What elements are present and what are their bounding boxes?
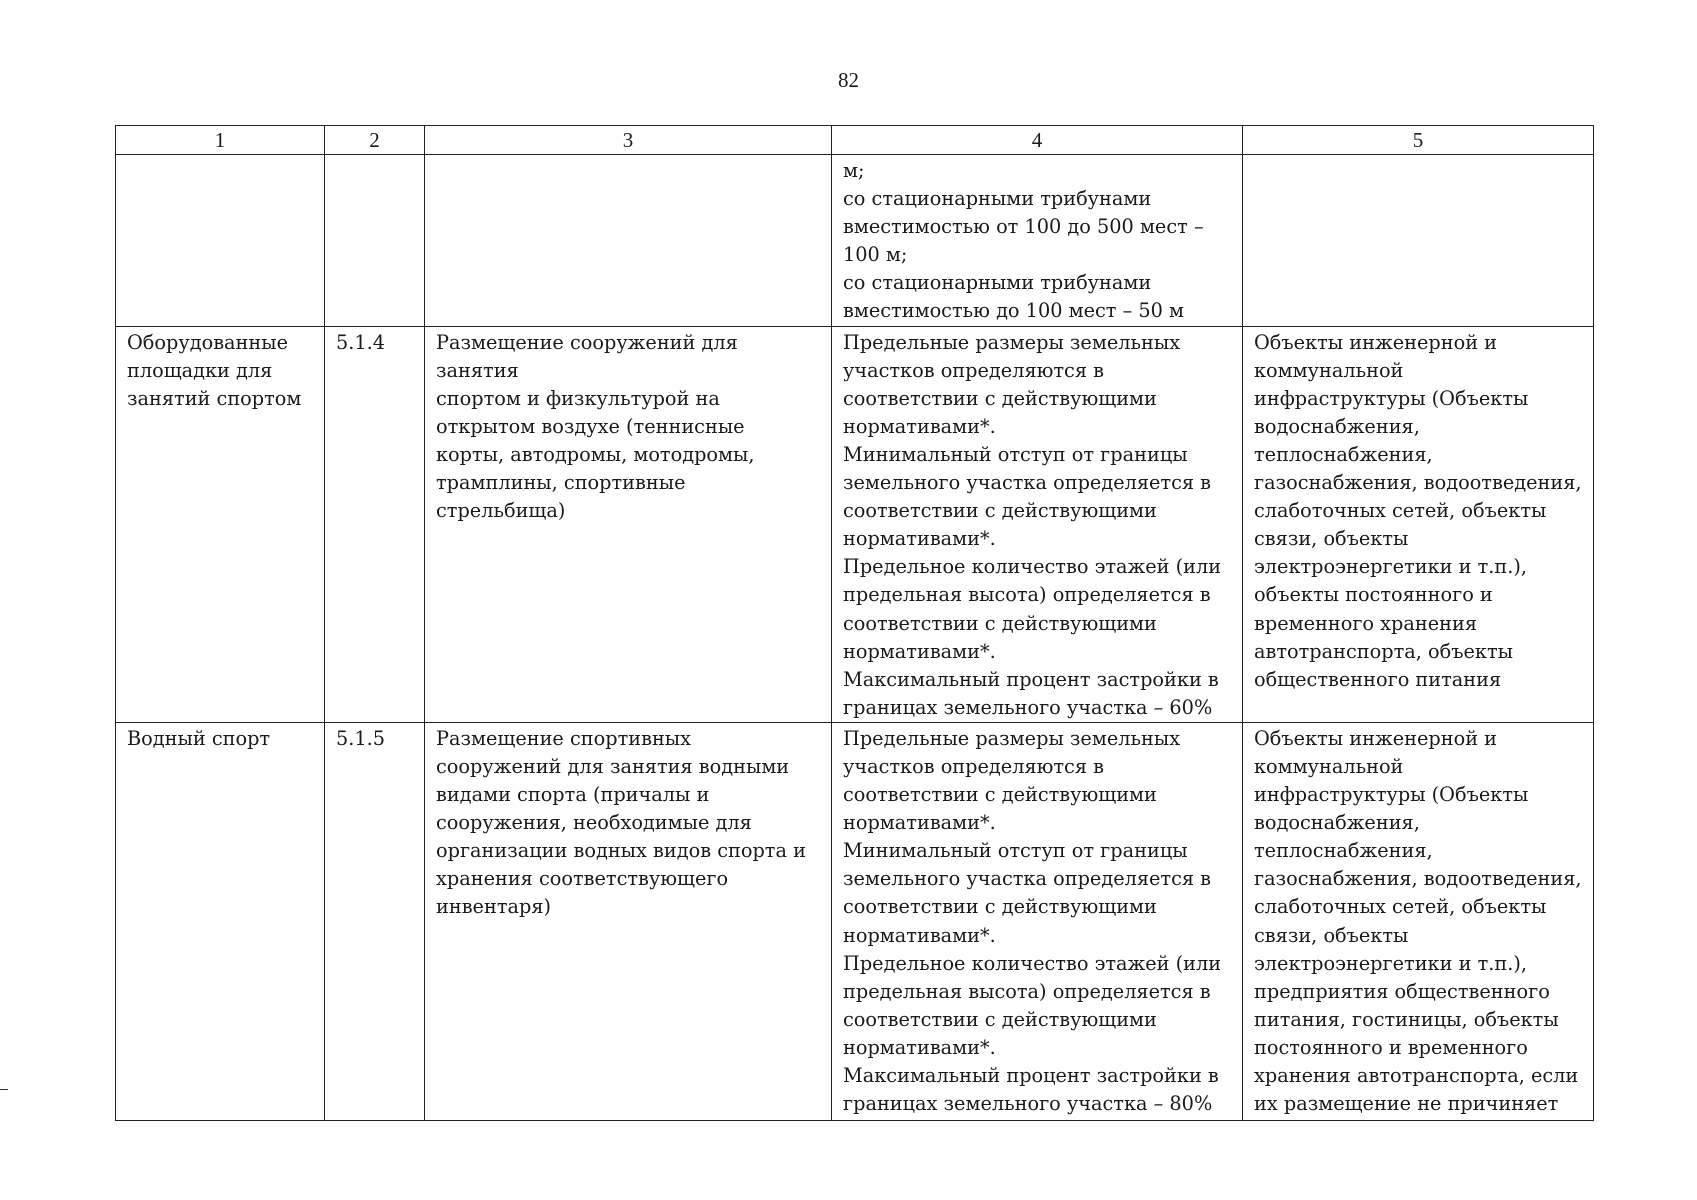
header-col-3: 3	[425, 126, 832, 155]
cell-use-description: Размещение спортивных сооружений для занятия водными видами спорта (причалы и сооружения, необходимые для организации водных видов спорта и хранения соответствующего инвентаря)	[425, 722, 832, 1120]
cell-use-code: 5.1.5	[325, 722, 425, 1120]
header-col-5: 5	[1243, 126, 1594, 155]
cell-use-description	[425, 155, 832, 327]
header-col-4: 4	[832, 126, 1243, 155]
header-col-2: 2	[325, 126, 425, 155]
table-row	[116, 326, 1594, 722]
cell-parameters: м; со стационарными трибунами вместимостью от 100 до 500 мест – 100 м; со стационарными трибунами вместимостью до 100 мест – 50 м	[832, 155, 1243, 327]
table-header-row	[116, 126, 1594, 155]
table-row	[116, 722, 1594, 1120]
cell-auxiliary-uses: Объекты инженерной и коммунальной инфраструктуры (Объекты водоснабжения, теплоснабжения, газоснабжения, водоотведения, слаботочных сетей, объекты связи, объекты электроэнергетики и т.п.), объекты постоянного и временного хранения автотранспорта, объекты общественного питания	[1243, 326, 1594, 722]
cell-use-code: 5.1.4	[325, 326, 425, 722]
cell-use-name: Оборудованные площадки для занятий спортом	[116, 326, 325, 722]
cell-auxiliary-uses: Объекты инженерной и коммунальной инфраструктуры (Объекты водоснабжения, теплоснабжения, газоснабжения, водоотведения, слаботочных сетей, объекты связи, объекты электроэнергетики и т.п.), предприятия общественного питания, гостиницы, объекты постоянного и временного хранения автотранспорта, если их размещение не причиняет	[1243, 722, 1594, 1120]
cell-use-description: Размещение сооружений для занятия спортом и физкультурой на открытом воздухе (теннисные корты, автодромы, мотодромы, трамплины, спортивные стрельбища)	[425, 326, 832, 722]
cell-use-name	[116, 155, 325, 327]
header-col-1: 1	[116, 126, 325, 155]
table-row	[116, 155, 1594, 327]
cell-use-name: Водный спорт	[116, 722, 325, 1120]
cell-parameters: Предельные размеры земельных участков определяются в соответствии с действующими нормативами*. Минимальный отступ от границы земельного участка определяется в соответствии с действующими нормативами*. Предельное количество этажей (или предельная высота) определяется в соответствии с действующими нормативами*. Максимальный процент застройки в границах земельного участка – 60%	[832, 326, 1243, 722]
page-number: 82	[838, 68, 859, 92]
cell-use-code	[325, 155, 425, 327]
margin-mark	[0, 1089, 8, 1090]
cell-auxiliary-uses	[1243, 155, 1594, 327]
cell-parameters: Предельные размеры земельных участков определяются в соответствии с действующими нормативами*. Минимальный отступ от границы земельного участка определяется в соответствии с действующими нормативами*. Предельное количество этажей (или предельная высота) определяется в соответствии с действующими нормативами*. Максимальный процент застройки в границах земельного участка – 80%	[832, 722, 1243, 1120]
zoning-table	[115, 125, 1594, 1121]
